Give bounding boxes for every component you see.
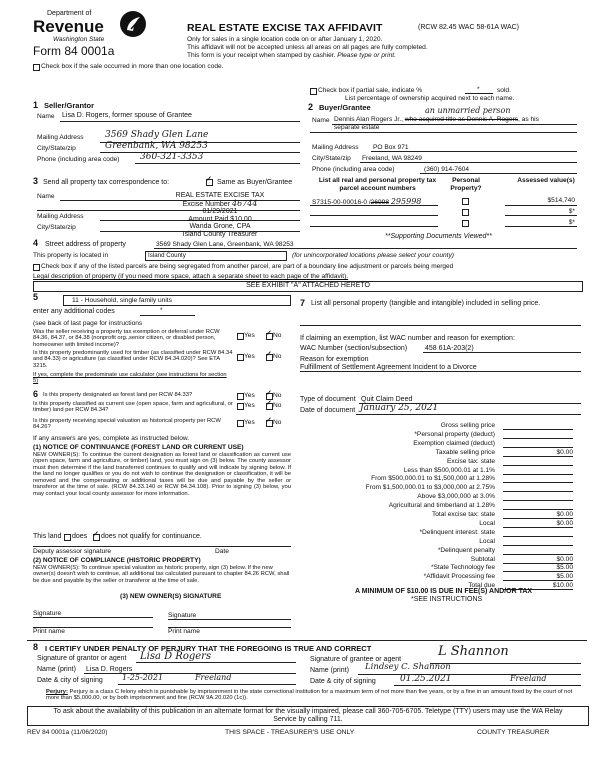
same-as-buyer-label: Same as Buyer/Grantee bbox=[217, 179, 293, 186]
tax-row bbox=[289, 431, 585, 439]
subtitle-1: Only for sales in a single location code on or after January 1, 2020. bbox=[187, 36, 383, 43]
use-code-value: 11 - Household, single family units bbox=[72, 297, 172, 304]
grantor-name-label: Name (print) bbox=[37, 666, 76, 673]
sec7-personal-line bbox=[300, 325, 581, 326]
county-select[interactable] bbox=[145, 251, 287, 261]
tax-row-label: Taxable selling price bbox=[435, 448, 495, 456]
buyer-annotation: an unmarried person bbox=[425, 106, 511, 115]
sec5-q1-yes-checkbox[interactable] bbox=[237, 333, 244, 340]
tax-row bbox=[289, 493, 585, 501]
grantor-signature[interactable]: Lisa D Rogers bbox=[140, 651, 212, 662]
ownership-note: List percentage of ownership acquired next to each name. bbox=[345, 95, 515, 102]
grantee-date-line bbox=[394, 685, 581, 686]
see-back-note: (see back of last page for instructions bbox=[33, 320, 143, 327]
doc-date-value[interactable]: January 25, 2021 bbox=[360, 403, 439, 413]
owner-print-label-2: Print name bbox=[168, 628, 200, 635]
grantee-date-label: Date & city of signing bbox=[310, 678, 376, 685]
tax-row bbox=[289, 458, 585, 466]
tax-row-line bbox=[503, 491, 573, 492]
seller-name-value[interactable]: Lisa D. Rogers, former spouse of Grantee bbox=[62, 112, 192, 119]
sec6-q1-no-checkbox[interactable] bbox=[266, 393, 273, 400]
parcel-2-value-line bbox=[505, 215, 577, 216]
tax-row-label: From $1,500,000.01 to $3,000,000 at 2.75% bbox=[365, 484, 495, 492]
tax-row-value[interactable]: $0.00 bbox=[556, 511, 573, 518]
tax-row-line bbox=[503, 456, 573, 457]
tax-row-label: Subtotal bbox=[470, 555, 495, 563]
parcel-1-value[interactable]: $514,740 bbox=[547, 197, 575, 204]
tax-row bbox=[289, 573, 585, 581]
parcel-3-value[interactable]: $* bbox=[568, 219, 575, 226]
tax-row-line bbox=[503, 474, 573, 475]
wac-label: WAC Number (section/subsection) bbox=[300, 345, 408, 352]
tax-row-label: Above $3,000,000 at 3.0% bbox=[417, 493, 495, 501]
tax-row-value[interactable]: $0.00 bbox=[556, 519, 573, 527]
tax-row-line bbox=[503, 554, 573, 555]
notice1-title: (1) NOTICE OF CONTINUANCE (FOREST LAND OR CURRENT USE) bbox=[33, 444, 244, 451]
notice3-title: (3) NEW OWNER(S) SIGNATURE bbox=[120, 593, 222, 600]
availability-text: To ask about the availability of this publication in an alternate format for the visually impaired, please call 360-705-6705. Teletype (TTY) users may use the WA Relay Service by calling 711. bbox=[53, 708, 563, 724]
owner-sig-label-1: Signature bbox=[33, 610, 62, 617]
legal-desc-box[interactable] bbox=[33, 281, 583, 292]
parcel-1-struck: 26998 bbox=[370, 199, 389, 206]
unincorporated-note: (for unincorporated locations please select your county) bbox=[292, 252, 455, 259]
parcel-3-personal-checkbox[interactable] bbox=[462, 220, 469, 227]
tax-row-label: Local bbox=[479, 537, 495, 545]
tax-row bbox=[289, 484, 585, 492]
parcel-1-personal-checkbox[interactable] bbox=[462, 198, 469, 205]
sec5-q2-no-label: No bbox=[273, 353, 282, 360]
tax-row-label: *State Technology fee bbox=[430, 564, 495, 572]
legal-desc-value: SEE EXHIBIT "A" ATTACHED HERETO bbox=[246, 282, 370, 289]
wac-line bbox=[423, 352, 581, 353]
tax-row-value[interactable]: $0.00 bbox=[556, 448, 573, 456]
buyer-name-struck: who acquired title as Dennis A. Rogers bbox=[404, 116, 519, 123]
grantor-sig-line bbox=[136, 662, 296, 663]
see-instructions: *SEE INSTRUCTIONS bbox=[411, 596, 483, 603]
buyer-phone-label: Phone (including area code) bbox=[312, 166, 395, 173]
tax-row-line bbox=[503, 500, 573, 501]
section-5-number: 5 bbox=[33, 292, 39, 302]
dor-logo-icon bbox=[118, 9, 148, 39]
county-treasurer-label: COUNTY TREASURER bbox=[477, 729, 550, 736]
doc-type-label: Type of document bbox=[300, 396, 356, 403]
grantor-date-label: Date & city of signing bbox=[37, 677, 103, 684]
sec6-q1: Is this property designated as forest land per RCW 84.33? bbox=[43, 392, 193, 398]
tax-corr-heading: Send all property tax correspondence to: bbox=[43, 179, 170, 186]
tax-row-line bbox=[503, 571, 573, 572]
tax-row-label: Gross selling price bbox=[440, 422, 495, 429]
seller-city-label: City/State/zip bbox=[37, 145, 76, 152]
tax-row-line bbox=[503, 536, 573, 537]
seller-mailing-value[interactable]: 3569 Shady Glen Lane bbox=[105, 130, 209, 140]
sec6-q3-no-checkbox[interactable] bbox=[266, 420, 273, 427]
tax-row bbox=[289, 422, 585, 430]
segregated-checkbox[interactable] bbox=[33, 264, 40, 271]
deputy-sig-label: Deputy assessor signature bbox=[33, 548, 112, 555]
form-title: REAL ESTATE EXCISE TAX AFFIDAVIT bbox=[187, 22, 383, 34]
section-7-number: 7 bbox=[300, 298, 306, 308]
section-2-number: 2 bbox=[308, 102, 314, 112]
multi-location-checkbox[interactable] bbox=[33, 64, 40, 71]
grantor-date-line bbox=[118, 684, 296, 685]
tax-row-line bbox=[503, 429, 573, 430]
seller-mailing-label: Mailing Address bbox=[37, 134, 84, 141]
street-address-value[interactable]: 3569 Shady Glen Lane, Greenbank, WA 98253 bbox=[156, 241, 294, 248]
availability-box bbox=[27, 706, 589, 726]
partial-sold-label: sold. bbox=[497, 87, 511, 94]
sec5-q2: Is this property predominantly used for timber (as classified under RCW 84.34 and 84.33) or agriculture (as classified under RCW 84.34.020)? See ETA 3215. bbox=[33, 350, 233, 369]
stamp-line-3: 01/29/2021 bbox=[202, 208, 238, 216]
grantee-city-value[interactable]: Freeland bbox=[510, 674, 547, 683]
grantee-sig-label: Signature of grantee or agent bbox=[310, 656, 402, 663]
partial-pct-value[interactable]: * bbox=[477, 86, 480, 93]
tax-corr-city-label: City/State/zip bbox=[37, 224, 76, 231]
notice2-body: NEW OWNER(S): To continue special valuation as historic property, sign (3) below. If the new owner(s) doesn't wish to continue, all additional tax calculated pursuant to chapter 84.26 RCW, shall be due and payable by the seller or transferor at the time of sale. bbox=[33, 565, 290, 584]
perjury-text: Perjury is a class C felony which is punishable by imprisonment in the state correctional institution for a maximum term of not more than five years, or by a fine in an amount fixed by the court of not more than $5,000.00, or by both imprisonment and fine (RCW 9A.20.020 (1c)). bbox=[46, 689, 573, 702]
sec5-q1-no-checkbox[interactable] bbox=[266, 333, 273, 340]
tax-row-line bbox=[503, 509, 573, 510]
segregated-label: Check box if any of the listed parcels are being segregated from another parcel, are part of a boundary line adjustment or parcels being merged bbox=[41, 263, 454, 270]
tax-row bbox=[289, 564, 585, 572]
parcel-1-value-line bbox=[505, 205, 577, 206]
form-revision: REV 84 0001a (11/06/2020) bbox=[27, 729, 108, 736]
tax-row-label: Agricultural and timberland at 1.28% bbox=[388, 502, 495, 510]
owner-sig-line-2 bbox=[168, 619, 291, 620]
use-code-select[interactable] bbox=[63, 295, 291, 306]
grantee-name-line bbox=[358, 674, 581, 675]
deputy-date-label: Date bbox=[215, 548, 229, 555]
stamp-excise-number: 46744 bbox=[231, 198, 258, 208]
buyer-phone-value[interactable]: (360) 914-7604 bbox=[424, 166, 470, 173]
tax-row bbox=[289, 547, 585, 555]
excise-stamp bbox=[150, 192, 290, 238]
buyer-city-label: City/State/zip bbox=[312, 155, 351, 162]
additional-codes-value[interactable]: * bbox=[160, 307, 163, 314]
tax-row-line bbox=[503, 438, 573, 439]
agency-line1: Department of bbox=[47, 10, 92, 17]
tax-row-label: Exemption claimed (deduct) bbox=[413, 439, 495, 447]
tax-row-line bbox=[503, 580, 573, 581]
buyer-name-line1 bbox=[332, 124, 577, 125]
doc-date-line bbox=[356, 414, 581, 415]
tax-row-label: Excise tax: state bbox=[446, 457, 495, 465]
tax-row bbox=[289, 449, 585, 457]
form-title-ref: (RCW 82.45 WAC 58-61A WAC) bbox=[418, 24, 520, 31]
grantee-name-value[interactable]: Lindsey C. Shannon bbox=[365, 662, 451, 672]
exemption-question: If claiming an exemption, list WAC number and reason for exemption: bbox=[300, 335, 515, 342]
notice1-body: NEW OWNER(S): To continue the current designation as forest land or classification as current use (open space, farm and agriculture, or timber) land, you must sign on (3) below. The county assessor must then determine if the land transferred continues to qualify and will indicate by signing below. If the land no longer qualifies or you do not wish to continue the designation or classification, it will be removed and the compensating or additional taxes will be due and payable by the seller or transferor at the time of sale. (RCW 84.33.140 or RCW 84.34.108). Prior to signing (3) below, you may contact your local county assessor for more information. bbox=[33, 452, 291, 497]
subtitle-3-text: This form is your receipt when stamped by cashier. bbox=[187, 52, 336, 59]
notice2-title: (2) NOTICE OF COMPLIANCE (HISTORIC PROPERTY) bbox=[33, 557, 201, 564]
seller-phone-line bbox=[135, 163, 300, 164]
parcel-3-line bbox=[310, 226, 438, 227]
tax-row-label: *Affidavit Processing fee bbox=[423, 573, 495, 581]
seller-city-value[interactable]: Greenbank, WA 98253 bbox=[105, 141, 208, 151]
parcel-1-line bbox=[310, 205, 438, 206]
tax-row-line bbox=[503, 518, 573, 519]
tax-row-line bbox=[503, 545, 573, 546]
buyer-phone-line bbox=[420, 173, 577, 174]
grantee-signature[interactable]: L Shannon bbox=[438, 644, 509, 659]
tax-row-label: Total due bbox=[468, 582, 495, 590]
reason-label: Reason for exemption bbox=[300, 356, 369, 363]
buyer-name-rest: , as his separate estate bbox=[334, 116, 539, 131]
sec5-q1-yes-label: Yes bbox=[244, 332, 255, 339]
buyer-mailing-value[interactable]: PO Box 971 bbox=[373, 144, 409, 151]
sec6-q1-no-label: No bbox=[273, 392, 282, 399]
section-4-number: 4 bbox=[33, 238, 39, 248]
grantor-city-value[interactable]: Freeland bbox=[195, 673, 232, 682]
owner-print-label-1: Print name bbox=[33, 628, 65, 635]
tax-row-value[interactable]: $0.00 bbox=[556, 555, 573, 563]
sec5-q2-yes-label: Yes bbox=[244, 353, 255, 360]
minimum-fee-note: A MINIMUM OF $10.00 IS DUE IN FEE(S) AND/OR TAX bbox=[355, 588, 533, 595]
tax-row bbox=[289, 440, 585, 448]
tax-row-value[interactable]: $5.00 bbox=[556, 573, 573, 581]
sec6-q2-yes-label: Yes bbox=[244, 402, 255, 409]
tax-row bbox=[289, 538, 585, 546]
sec6-q3-yes-checkbox[interactable] bbox=[237, 420, 244, 427]
land-does-not-label: does not qualify for continuance. bbox=[101, 533, 202, 540]
stamp-line-4: Amount Paid $10.00 bbox=[188, 215, 252, 223]
sec5-q1-no-label: No bbox=[273, 332, 282, 339]
buyer-name-label: Name bbox=[312, 117, 330, 124]
tax-corr-name-label: Name bbox=[37, 193, 55, 200]
stamp-excise-label: Excise Number bbox=[182, 200, 231, 208]
partial-sale-label: Check box if partial sale, indicate % bbox=[318, 87, 423, 94]
form-number: Form 84 0001a bbox=[33, 44, 115, 58]
grantor-date-value[interactable]: 1-25-2021 bbox=[122, 673, 164, 682]
tax-row-label: *Delinquent interest: state bbox=[419, 528, 495, 536]
tax-row bbox=[289, 475, 585, 483]
tax-row-label: From $500,000.01 to $1,500,000 at 1.28% bbox=[371, 475, 495, 483]
subtitle-3-italic: Please type or print. bbox=[337, 52, 396, 59]
tax-row-line bbox=[503, 482, 573, 483]
tax-row-line bbox=[503, 563, 573, 564]
agency-state: Washington State bbox=[53, 36, 105, 43]
grantee-date-value[interactable]: 01.25.2021 bbox=[400, 674, 452, 684]
tax-row bbox=[289, 520, 585, 528]
tax-row-value[interactable]: $10.00 bbox=[552, 582, 573, 590]
grantee-sig-line bbox=[430, 663, 581, 664]
this-land-label: This land bbox=[33, 533, 62, 540]
county-value: Island County bbox=[148, 252, 186, 259]
stamp-line-2 bbox=[150, 200, 290, 209]
treasurer-use-only: THIS SPACE - TREASURER'S USE ONLY bbox=[225, 729, 355, 736]
additional-codes-label: enter any additional codes bbox=[33, 308, 115, 315]
stamp-line-5: Wanda Grone, CPA bbox=[189, 223, 251, 231]
sec8-top-rule bbox=[27, 640, 587, 641]
tax-row bbox=[289, 529, 585, 537]
buyer-mailing-label: Mailing Address bbox=[312, 144, 359, 151]
tax-row-label: *Delinquent penalty bbox=[437, 546, 495, 554]
buyer-name-line2 bbox=[310, 132, 577, 133]
tax-row bbox=[289, 556, 585, 564]
perjury-label: Perjury: bbox=[46, 689, 68, 695]
sec6-q3-yes-label: Yes bbox=[244, 419, 255, 426]
sec6-q3: Is this property receiving special valuation as historical property per RCW 84.26? bbox=[33, 418, 221, 431]
parcel-2-line bbox=[310, 215, 438, 216]
buyer-heading: Buyer/Grantee bbox=[319, 103, 371, 112]
seller-name-label: Name bbox=[37, 113, 55, 120]
sec6-q2-no-checkbox[interactable] bbox=[266, 403, 273, 410]
sec6-q2-no-label: No bbox=[273, 402, 282, 409]
multi-location-label: Check box if the sale occurred in more than one location code. bbox=[41, 63, 224, 70]
tax-row-value[interactable]: $5.00 bbox=[556, 564, 573, 572]
parcel-2-value[interactable]: $* bbox=[568, 208, 575, 215]
seller-heading: Seller/Grantor bbox=[44, 101, 95, 110]
sec5-q1: Was the seller receiving a property tax exemption or deferral under RCW 84.36, 84.37, or 84.38 (nonprofit org.,senior citizen, or disabled person, homeowner with limited income)? bbox=[33, 329, 220, 348]
tax-row bbox=[289, 467, 585, 475]
tax-corr-mailing-label: Mailing Address bbox=[37, 213, 84, 220]
sec6-q2-yes-checkbox[interactable] bbox=[237, 403, 244, 410]
partial-sale-checkbox[interactable] bbox=[310, 88, 317, 95]
agency-name: Revenue bbox=[33, 17, 104, 36]
street-address-line bbox=[154, 248, 577, 249]
tax-row bbox=[289, 502, 585, 510]
section-8-number: 8 bbox=[33, 642, 39, 652]
sec6-q1-yes-label: Yes bbox=[244, 392, 255, 399]
tax-row-line bbox=[503, 465, 573, 466]
parcels-col-personal: Personal Property? bbox=[450, 177, 482, 192]
tax-row-label: Less than $500,000.01 at 1.1% bbox=[403, 466, 495, 474]
additional-codes-line bbox=[140, 315, 195, 316]
doc-type-value[interactable]: Quit Claim Deed bbox=[361, 396, 413, 403]
section-1-number: 1 bbox=[33, 100, 39, 110]
grantor-sig-label: Signature of grantor or agent bbox=[37, 655, 127, 662]
section-6-number: 6 bbox=[33, 389, 39, 399]
sec5-q2-yes-checkbox[interactable] bbox=[237, 354, 244, 361]
supporting-docs: **Supporting Documents Viewed** bbox=[385, 233, 492, 240]
sec6-q3-no-label: No bbox=[273, 419, 282, 426]
sec6-q1-yes-checkbox[interactable] bbox=[237, 393, 244, 400]
stamp-line-1: REAL ESTATE EXCISE TAX bbox=[175, 192, 265, 199]
buyer-city-line bbox=[360, 162, 577, 163]
parcels-col-assessed: Assessed value(s) bbox=[517, 177, 575, 184]
owner-sig-label-2: Signature bbox=[168, 612, 197, 619]
buyer-mailing-line bbox=[371, 151, 577, 152]
doc-date-label: Date of document bbox=[300, 407, 356, 414]
grantor-name-value[interactable]: Lisa D. Rogers bbox=[86, 666, 133, 673]
parcel-1-number: S7315-00-00016-0 / bbox=[312, 199, 371, 206]
tax-row-label: Total excise tax: state bbox=[431, 511, 495, 518]
wac-value[interactable]: 458 61A-203(2) bbox=[425, 345, 474, 352]
land-does-checkbox[interactable] bbox=[64, 534, 71, 541]
street-address-label: Street address of property bbox=[45, 241, 126, 248]
tax-row-label: *Personal property (deduct) bbox=[414, 430, 495, 438]
section-3-number: 3 bbox=[33, 176, 39, 186]
sec7-heading: List all personal property (tangible and intangible) included in selling price. bbox=[311, 300, 541, 307]
grantor-name-line bbox=[84, 673, 296, 674]
owner-sig-line-1 bbox=[33, 617, 153, 618]
parcel-2-personal-checkbox[interactable] bbox=[462, 209, 469, 216]
tax-row-line bbox=[503, 447, 573, 448]
reason-line bbox=[300, 371, 581, 372]
same-as-buyer-checkbox[interactable] bbox=[206, 179, 213, 186]
subtitle-3 bbox=[187, 52, 396, 60]
parcel-3-value-line bbox=[505, 226, 577, 227]
parcel-1-handwritten: 295998 bbox=[390, 197, 422, 206]
buyer-city-value[interactable]: Freeland, WA 98249 bbox=[362, 155, 422, 162]
located-in-label: This property is located in bbox=[33, 252, 109, 259]
land-does-not-checkbox[interactable] bbox=[93, 534, 100, 541]
land-does-label: does bbox=[72, 533, 88, 540]
reason-value[interactable]: Fulfillment of Settlement Agreement Incident to a Divorce bbox=[300, 364, 477, 371]
certify-statement: I CERTIFY UNDER PENALTY OF PERJURY THAT THE FOREGOING IS TRUE AND CORRECT bbox=[45, 644, 372, 653]
parcels-heading: List all real and personal property tax parcel account numbers bbox=[318, 177, 437, 192]
seller-phone-value[interactable]: 360-321-3353 bbox=[140, 152, 204, 162]
deputy-sig-line bbox=[33, 546, 291, 547]
buyer-name-main: Dennis Alan Rogers Jr., bbox=[334, 116, 403, 123]
sec5-q2b: If yes, complete the predominate use calculator (see instructions for section 5) bbox=[33, 372, 227, 385]
seller-name-line bbox=[60, 121, 300, 122]
sec5-q2-no-checkbox[interactable] bbox=[266, 354, 273, 361]
tax-row-label: Local bbox=[479, 519, 495, 527]
tax-row-line bbox=[503, 527, 573, 528]
seller-phone-label: Phone (including area code) bbox=[37, 156, 120, 163]
subtitle-2: This affidavit will not be accepted unless all areas on all pages are fully completed. bbox=[187, 44, 428, 51]
legal-desc-label: Legal description of property (if you need more space, attach a separate sheet to each page of the affidavit). bbox=[33, 273, 349, 280]
sec6-if-yes: If any answers are yes, complete as instructed below. bbox=[33, 435, 190, 442]
tax-row bbox=[289, 511, 585, 519]
grantee-name-label: Name (print) bbox=[310, 667, 349, 674]
stamp-line-6: Island County Treasurer bbox=[182, 230, 258, 238]
perjury-notice bbox=[46, 689, 581, 702]
sec6-q2: Is this property classified as current use (open space, farm and agricultural, or timber) land per RCW 84.34? bbox=[33, 401, 233, 414]
